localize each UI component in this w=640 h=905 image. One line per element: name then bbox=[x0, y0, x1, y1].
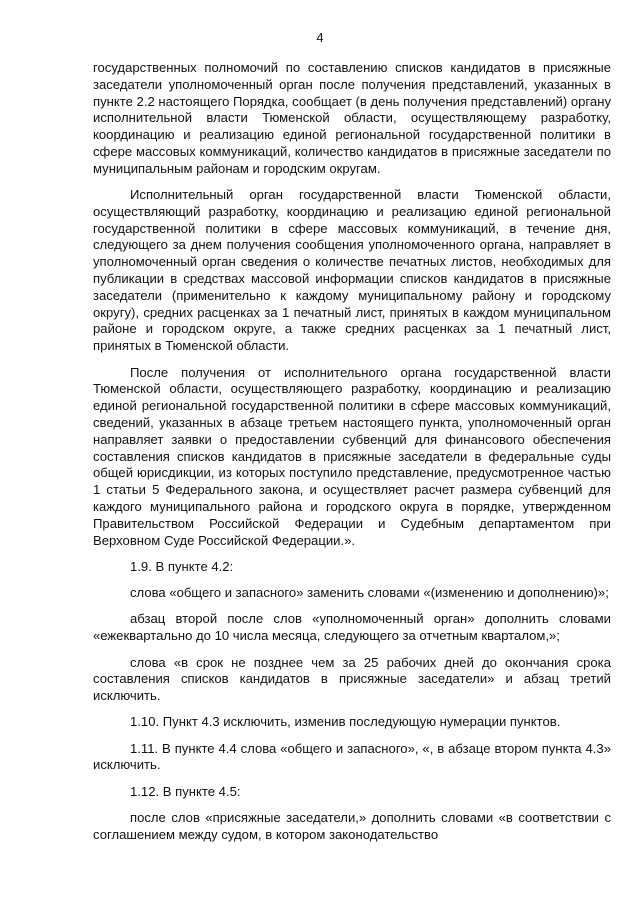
paragraph-2: Исполнительный орган государственной власти Тюменской области, осуществляющий разработку, координацию и реализацию единой региональной государственной политики в сфере массовых коммуникаций, в течение дня, следующего за днем получения сообщения уполномоченного органа, направляет в уполномоченный орган сведения о количестве печатных листов, необходимых для публикации в средствах массовой информации списков кандидатов в присяжные заседатели (применительно к каждому муниципальному району и городскому округу), средних расценках за 1 печатный лист, принятых в каждом муниципальном районе и городском округе, а также средних расценках за 1 печатный лист, принятых в Тюменской области. bbox=[93, 187, 611, 354]
paragraph-3: После получения от исполнительного органа государственной власти Тюменской области, осуществляющего разработку, координацию и реализацию единой региональной государственной политики в сфере массовых коммуникаций, сведений, указанных в абзаце третьем настоящего пункта, уполномоченный орган направляет заявки о предоставлении субвенций для финансового обеспечения составления списков кандидатов в присяжные заседатели в федеральные суды общей юрисдикции, из которых поступило представление, предусмотренное частью 1 статьи 5 Федерального закона, и осуществляет расчет размера субвенций для каждого муниципального района и городского округа в порядке, утвержденном Правительством Российской Федерации и Судебным департаментом при Верховном Суде Российской Федерации.». bbox=[93, 364, 611, 548]
clause-1-12-item-1: после слов «присяжные заседатели,» дополнить словами «в соответствии с соглашением между судом, в котором законодательство bbox=[93, 810, 611, 842]
clause-1-9-item-2: абзац второй после слов «уполномоченный орган» дополнить словами «ежеквартально до 10 числа месяца, следующего за отчетным кварталом,»; bbox=[93, 611, 611, 644]
paragraph-1: государственных полномочий по составлению списков кандидатов в присяжные заседатели уполномоченный орган после получения представлений, указанных в пункте 2.2 настоящего Порядка, сообщает (в день получения представлений) органу исполнительной власти Тюменской области, осуществляющему разработку, координацию и реализацию единой региональной государственной политики в сфере массовых коммуникаций, количество кандидатов в присяжные заседатели по муниципальным районам и городским округам. bbox=[93, 60, 611, 176]
clause-1-9: 1.9. В пункте 4.2: bbox=[130, 558, 234, 574]
document-body bbox=[93, 60, 611, 853]
clause-1-9-item-3: слова «в срок не позднее чем за 25 рабочих дней до окончания срока составления списков кандидатов в присяжные заседатели» и абзац третий исключить. bbox=[93, 654, 611, 704]
clause-1-11: 1.11. В пункте 4.4 слова «общего и запасного», «, в абзаце втором пункта 4.3» исключить. bbox=[93, 740, 611, 773]
clause-1-9-item-1: слова «общего и запасного» заменить словами «(изменению и дополнению)»; bbox=[130, 585, 609, 601]
clause-1-10: 1.10. Пункт 4.3 исключить, изменив последующую нумерации пунктов. bbox=[130, 714, 561, 730]
clause-1-12: 1.12. В пункте 4.5: bbox=[130, 783, 241, 799]
page-number: 4 bbox=[316, 30, 324, 45]
